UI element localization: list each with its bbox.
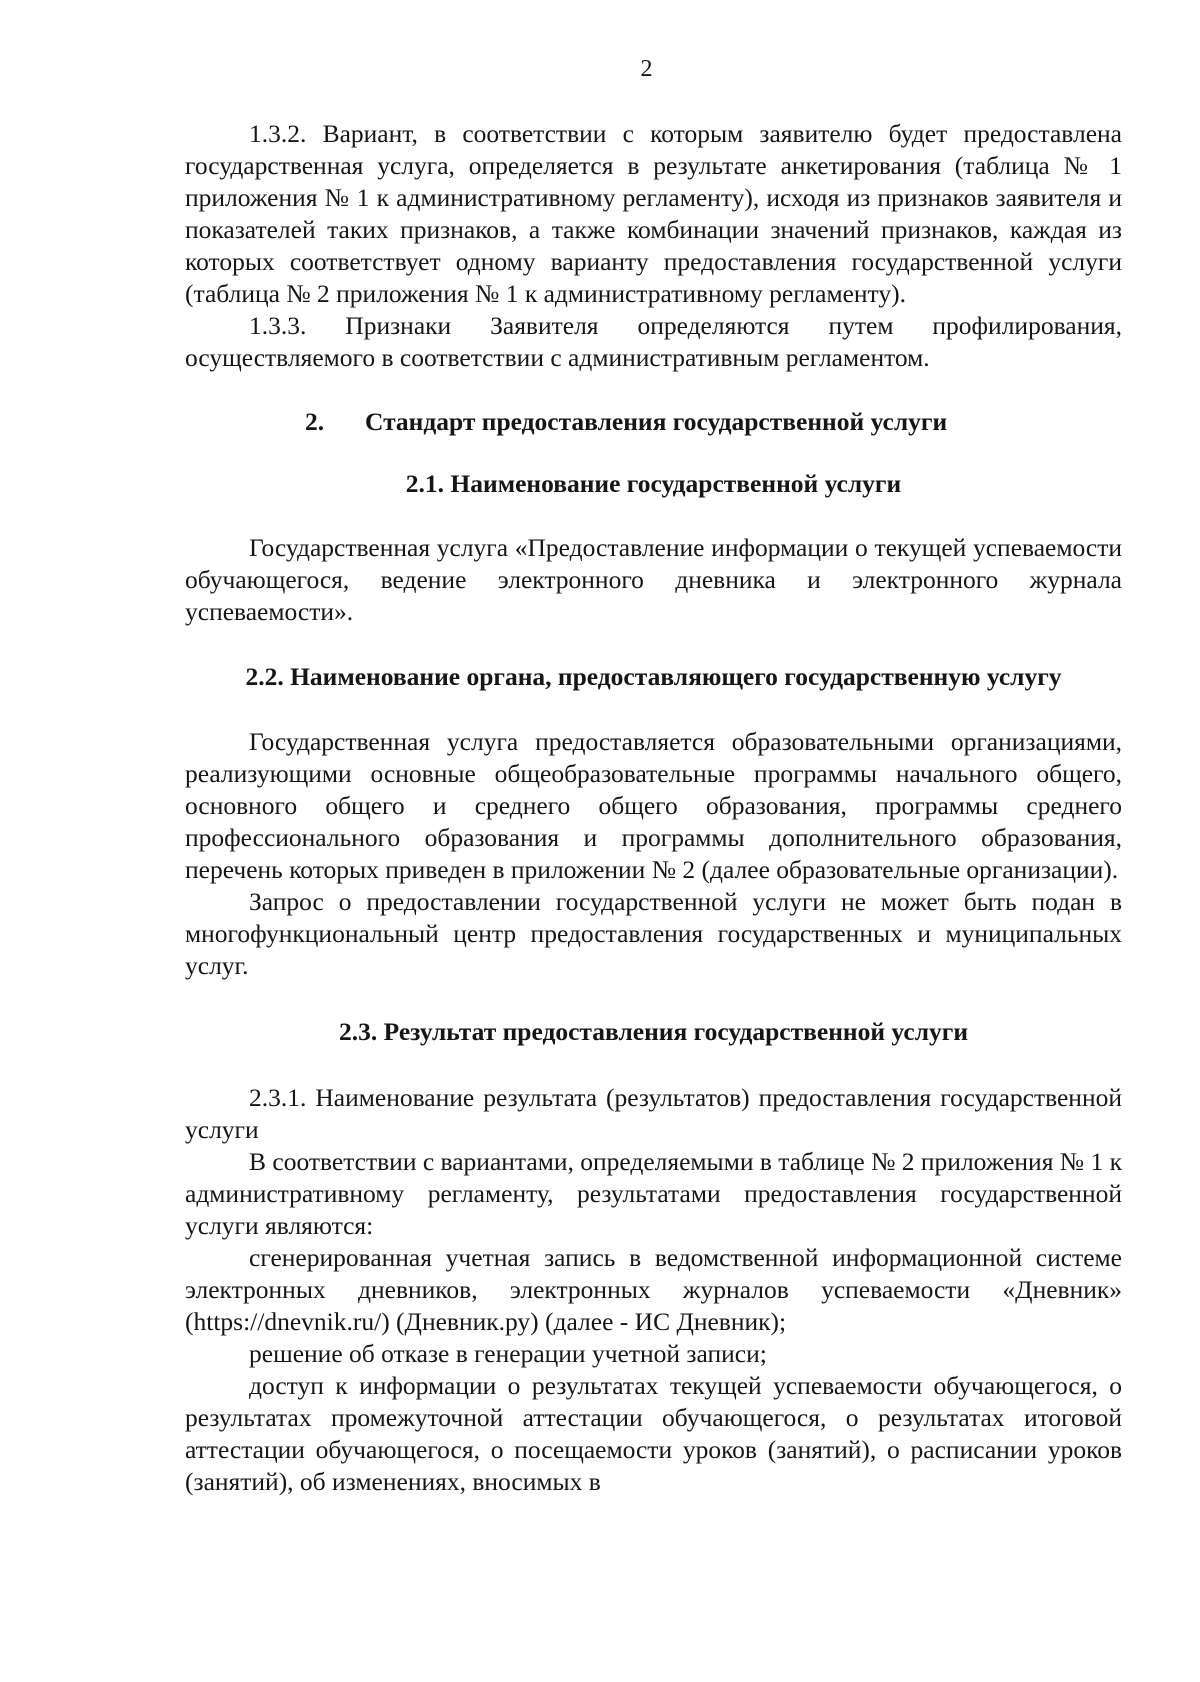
paragraph-2-2-b: Запрос о предоставлении государственной услуги не может быть подан в многофункциональный центр предоставления государственных и муниципальных услуг. [185, 887, 1122, 980]
section-heading-2-1: 2.1. Наименование государственной услуги [405, 469, 902, 498]
paragraph-1-3-3: 1.3.3. Признаки Заявителя определяются путем профилирования, осуществляемого в соответствии с административным регламентом. [185, 311, 1122, 372]
paragraph-2-3-1-b: В соответствии с вариантами, определяемыми в таблице № 2 приложения № 1 к административному регламенту, результатами предоставления государственной услуги являются: [185, 1147, 1123, 1240]
section-heading-2 [185, 406, 1122, 438]
list-item-account: сгенерированная учетная запись в ведомственной информационной системе электронных дневников, электронных журналов успеваемости «Дневник» (https://dnevnik.ru/) (Дневник.ру) (далее - ИС Дневник); [185, 1243, 1122, 1336]
paragraph-2-3-1: 2.3.1. Наименование результата (результатов) предоставления государственной услуги [185, 1083, 1122, 1144]
page-number: 2 [640, 56, 653, 82]
section-heading-2-text: Стандарт предоставления государственной услуги [365, 407, 948, 436]
paragraph-1-3-2: 1.3.2. Вариант, в соответствии с которым заявителю будет предоставлена государственная услуга, определяется в результате анкетирования (таблица № 1 приложения № 1 к административному регламенту), исходя из признаков заявителя и показателей таких признаков, а также комбинации значений признаков, каждая из которых соответствует одному варианту предоставления государственной услуги (таблица № 2 приложения № 1 к административному регламенту). [185, 119, 1122, 308]
section-heading-2-number: 2. [305, 407, 325, 436]
section-heading-2-3: 2.3. Результат предоставления государственной услуги [338, 1017, 969, 1046]
section-heading-2-2: 2.2. Наименование органа, предоставляющего государственную услугу [245, 662, 1062, 691]
paragraph-2-2-a: Государственная услуга предоставляется образовательными организациями, реализующими основные общеобразовательные программы начального общего, основного общего и среднего общего образования, программы среднего профессионального образования и программы дополнительного образования, перечень которых приведен в приложении № 2 (далее образовательные организации). [185, 727, 1122, 884]
list-item-refusal: решение об отказе в генерации учетной записи; [249, 1339, 767, 1368]
document-body [185, 118, 1122, 1498]
list-item-access: доступ к информации о результатах текущей успеваемости обучающегося, о результатах промежуточной аттестации обучающегося, о результатах итоговой аттестации обучающегося, о посещаемости уроков (занятий), о расписании уроков (занятий), об изменениях, вносимых в [185, 1371, 1122, 1496]
paragraph-2-1: Государственная услуга «Предоставление информации о текущей успеваемости обучающегося, ведение электронного дневника и электронного журнала успеваемости». [185, 533, 1122, 626]
